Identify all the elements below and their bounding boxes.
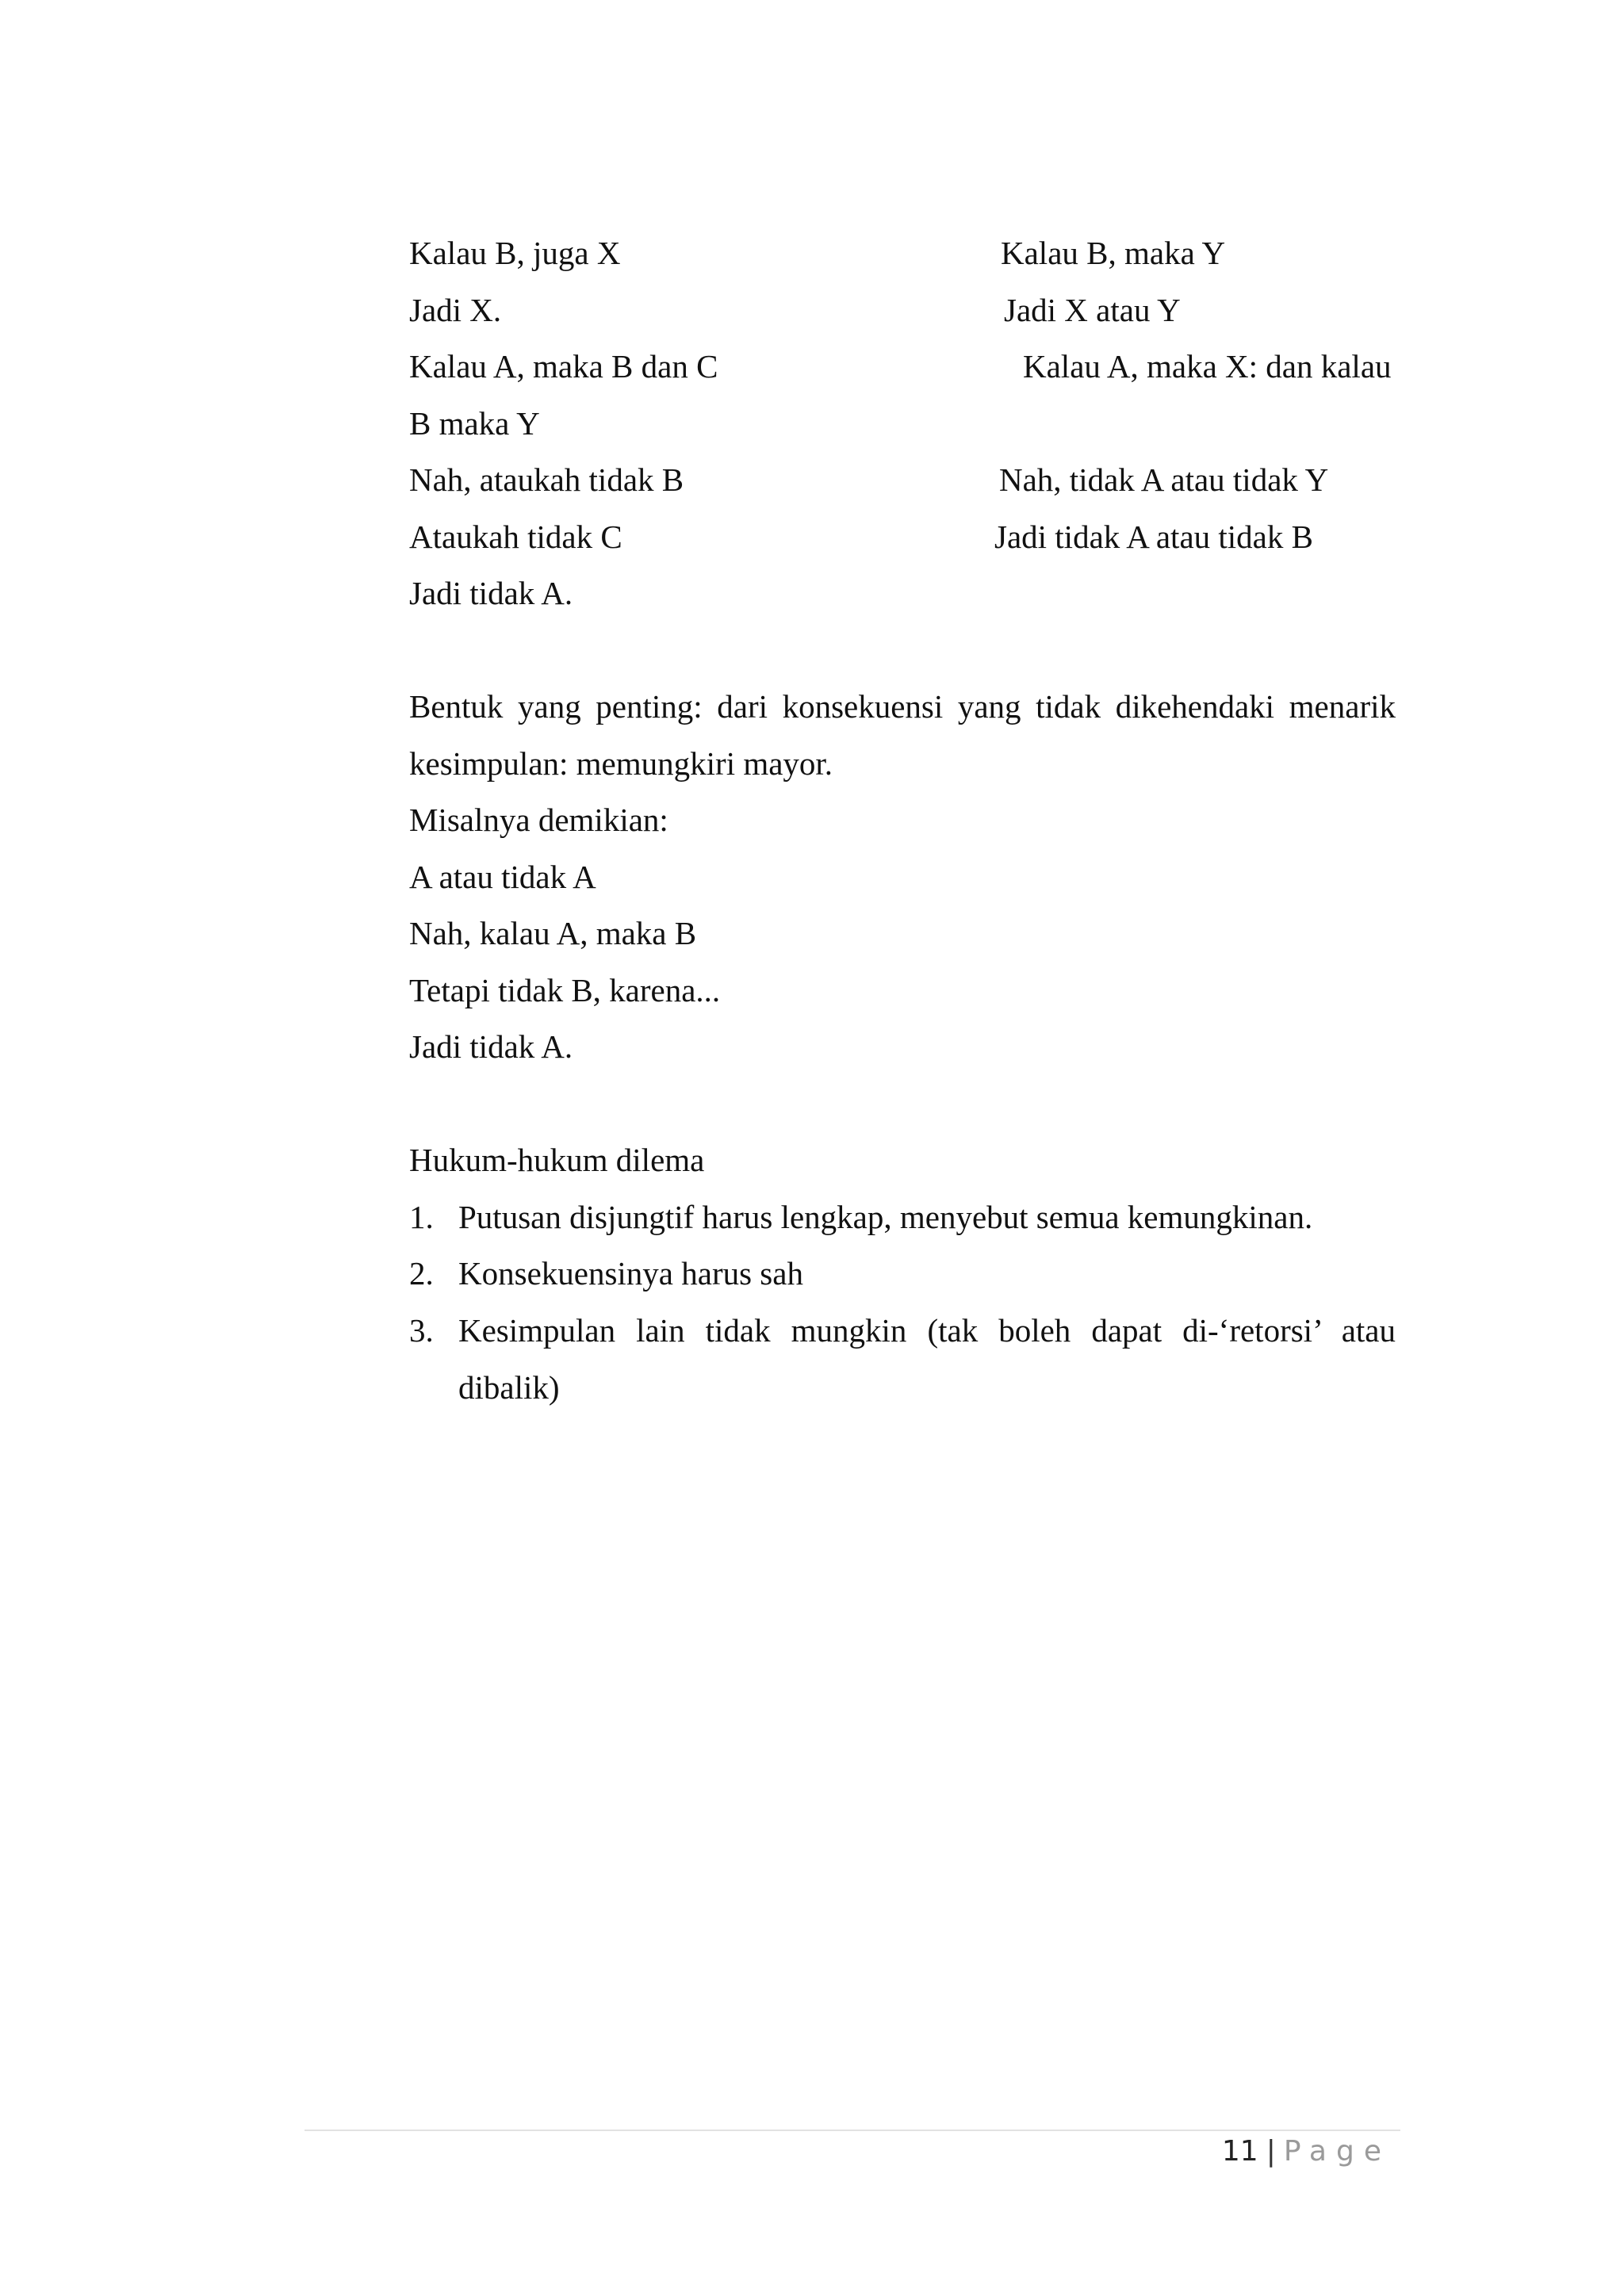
- page-label: Page: [1283, 2135, 1391, 2168]
- list-item-number: 3.: [409, 1312, 434, 1349]
- list-item-number: 2.: [409, 1255, 434, 1292]
- syllogism-left-line: Jadi tidak A.: [409, 575, 573, 611]
- example-line: A atau tidak A: [409, 859, 596, 895]
- list-item-text: Putusan disjungtif harus lengkap, menyebut semua kemungkinan.: [458, 1199, 1313, 1235]
- page-number: 11: [1221, 2135, 1258, 2168]
- example-line: Tetapi tidak B, karena...: [409, 972, 721, 1008]
- example-intro: Misalnya demikian:: [409, 802, 668, 838]
- paragraph-line: Bentuk yang penting: dari konsekuensi yang tidak dikehendaki menarik: [409, 688, 1396, 725]
- footer-rule: [304, 2130, 1400, 2131]
- page-footer: [1222, 2133, 1391, 2171]
- syllogism-left-line: Jadi X.: [409, 292, 502, 328]
- syllogism-left-line: B maka Y: [409, 405, 540, 442]
- paragraph-line: kesimpulan: memungkiri mayor.: [409, 745, 833, 782]
- laws-heading: Hukum-hukum dilema: [409, 1142, 705, 1178]
- syllogism-right-line: Jadi tidak A atau tidak B: [994, 519, 1313, 555]
- syllogism-right-line: Kalau B, maka Y: [1001, 235, 1226, 271]
- example-line: Jadi tidak A.: [409, 1028, 573, 1065]
- footer-separator: |: [1266, 2135, 1276, 2168]
- syllogism-left-line: Kalau A, maka B dan C: [409, 348, 718, 385]
- syllogism-left-line: Ataukah tidak C: [409, 519, 622, 555]
- list-item-text: Konsekuensinya harus sah: [458, 1255, 803, 1292]
- syllogism-right-line: Kalau A, maka X: dan kalau: [1023, 348, 1392, 385]
- list-item-number: 1.: [409, 1199, 434, 1235]
- syllogism-right-line: Nah, tidak A atau tidak Y: [999, 461, 1329, 498]
- syllogism-left-line: Kalau B, juga X: [409, 235, 621, 271]
- list-item-text: Kesimpulan lain tidak mungkin (tak boleh dapat di-‘retorsi’ atau dibalik): [458, 1312, 1396, 1406]
- syllogism-right-line: Jadi X atau Y: [1004, 292, 1181, 328]
- example-line: Nah, kalau A, maka B: [409, 915, 697, 951]
- syllogism-left-line: Nah, ataukah tidak B: [409, 461, 684, 498]
